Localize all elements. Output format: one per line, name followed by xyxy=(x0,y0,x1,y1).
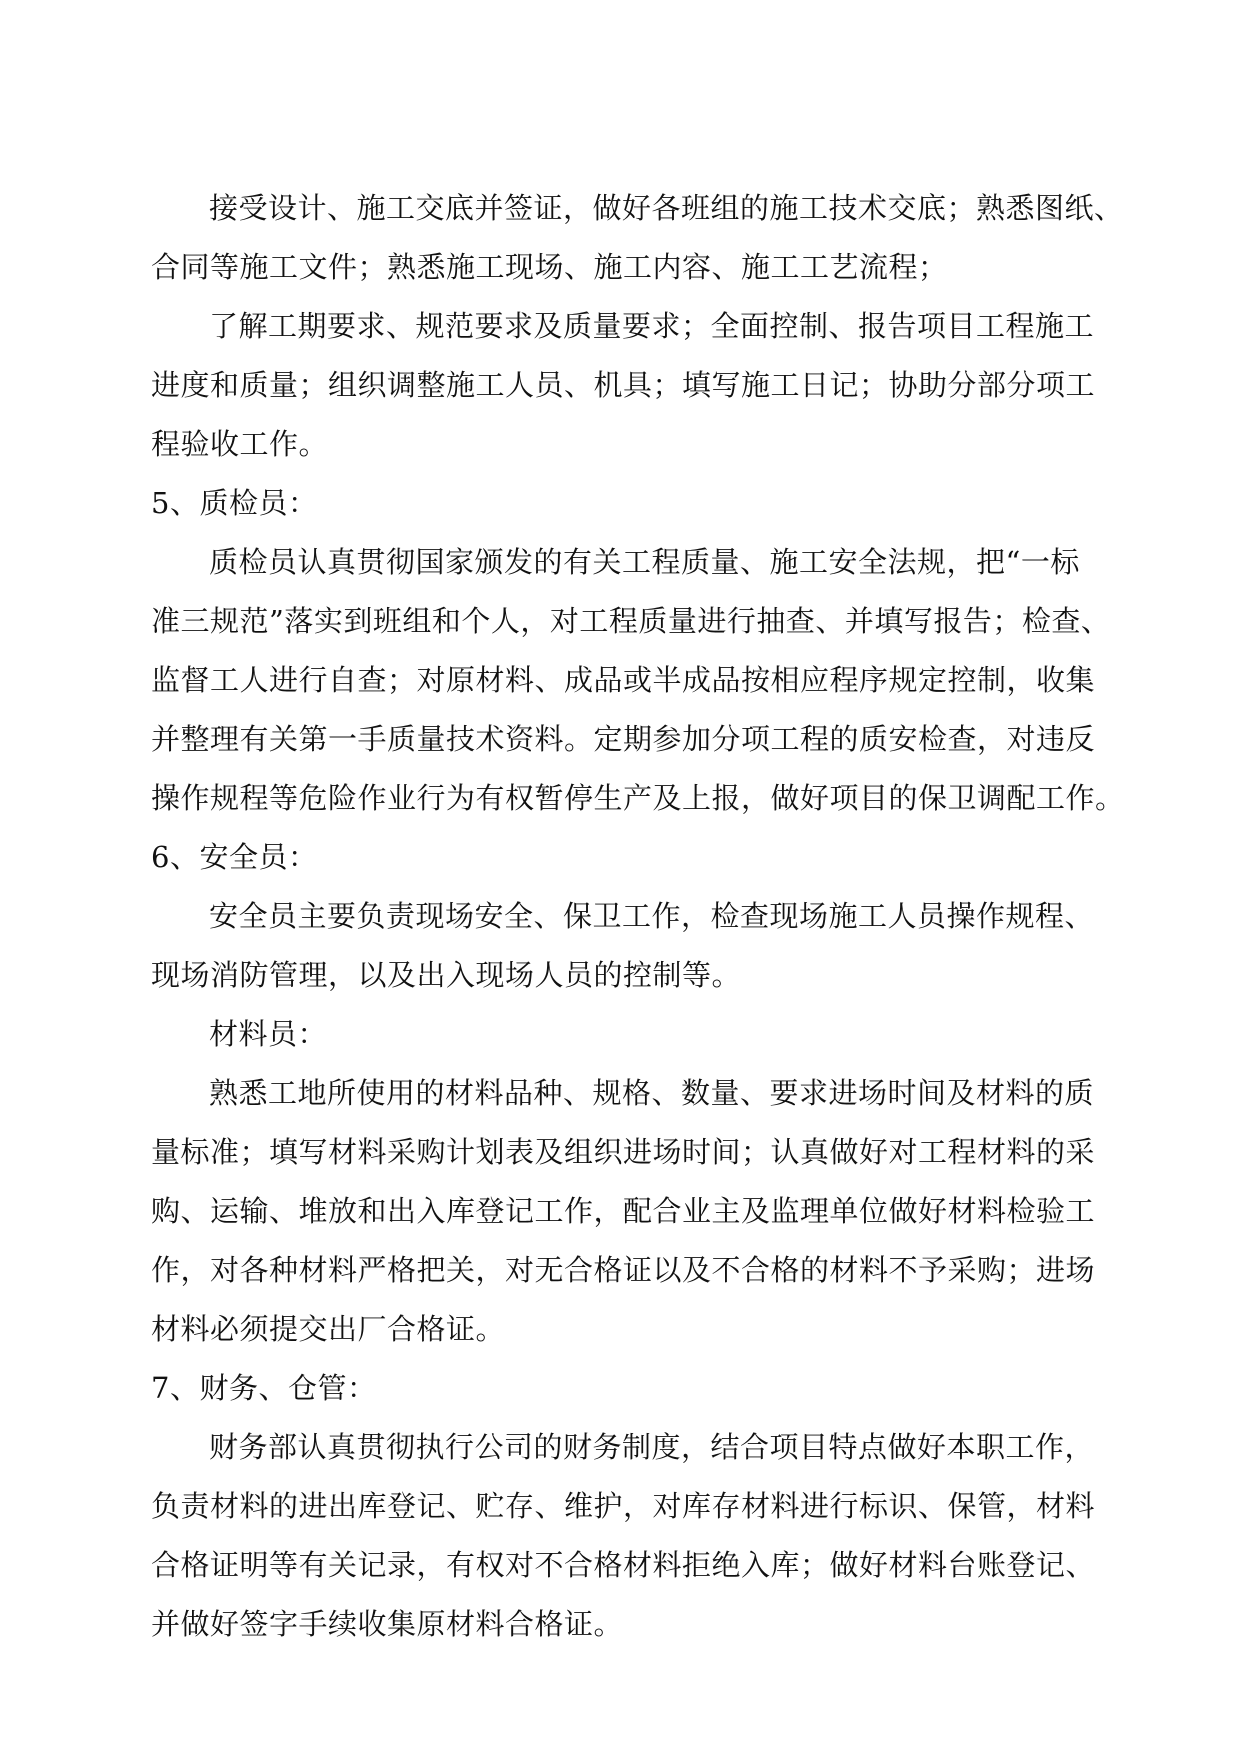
text-line: 监督工人进行自查；对原材料、成品或半成品按相应程序规定控制，收集 xyxy=(151,663,1096,697)
text-line: 程验收工作。 xyxy=(151,427,329,461)
text-line: 进度和质量；组织调整施工人员、机具；填写施工日记；协助分部分项工 xyxy=(151,368,1096,402)
section-heading: 6、安全员： xyxy=(151,840,318,874)
text-line: 购、运输、堆放和出入库登记工作，配合业主及监理单位做好材料检验工 xyxy=(151,1194,1096,1228)
section-heading: 5、质检员： xyxy=(151,486,318,520)
text-line: 现场消防管理，以及出入现场人员的控制等。 xyxy=(151,958,742,992)
text-line: 操作规程等危险作业行为有权暂停生产及上报，做好项目的保卫调配工作。 xyxy=(151,781,1125,815)
text-line: 准三规范”落实到班组和个人，对工程质量进行抽查、并填写报告；检查、 xyxy=(151,604,1111,638)
text-line: 负责材料的进出库登记、贮存、维护，对库存材料进行标识、保管，材料 xyxy=(151,1489,1096,1523)
section-heading: 材料员： xyxy=(209,1017,328,1051)
text-line: 量标准；填写材料采购计划表及组织进场时间；认真做好对工程材料的采 xyxy=(151,1135,1096,1169)
text-line: 质检员认真贯彻国家颁发的有关工程质量、施工安全法规，把“一标 xyxy=(209,545,1080,579)
text-line: 合同等施工文件；熟悉施工现场、施工内容、施工工艺流程； xyxy=(151,250,948,284)
text-line: 财务部认真贯彻执行公司的财务制度，结合项目特点做好本职工作， xyxy=(209,1430,1095,1464)
text-line: 材料必须提交出厂合格证。 xyxy=(151,1312,506,1346)
text-line: 了解工期要求、规范要求及质量要求；全面控制、报告项目工程施工 xyxy=(209,309,1095,343)
section-heading: 7、财务、仓管： xyxy=(151,1371,377,1405)
text-line: 并整理有关第一手质量技术资料。定期参加分项工程的质安检查，对违反 xyxy=(151,722,1096,756)
text-line: 接受设计、施工交底并签证，做好各班组的施工技术交底；熟悉图纸、 xyxy=(209,191,1124,225)
text-line: 合格证明等有关记录，有权对不合格材料拒绝入库；做好材料台账登记、 xyxy=(151,1548,1096,1582)
text-line: 作，对各种材料严格把关，对无合格证以及不合格的材料不予采购；进场 xyxy=(151,1253,1096,1287)
text-line: 熟悉工地所使用的材料品种、规格、数量、要求进场时间及材料的质 xyxy=(209,1076,1095,1110)
text-line: 安全员主要负责现场安全、保卫工作，检查现场施工人员操作规程、 xyxy=(209,899,1095,933)
text-line: 并做好签字手续收集原材料合格证。 xyxy=(151,1607,624,1641)
